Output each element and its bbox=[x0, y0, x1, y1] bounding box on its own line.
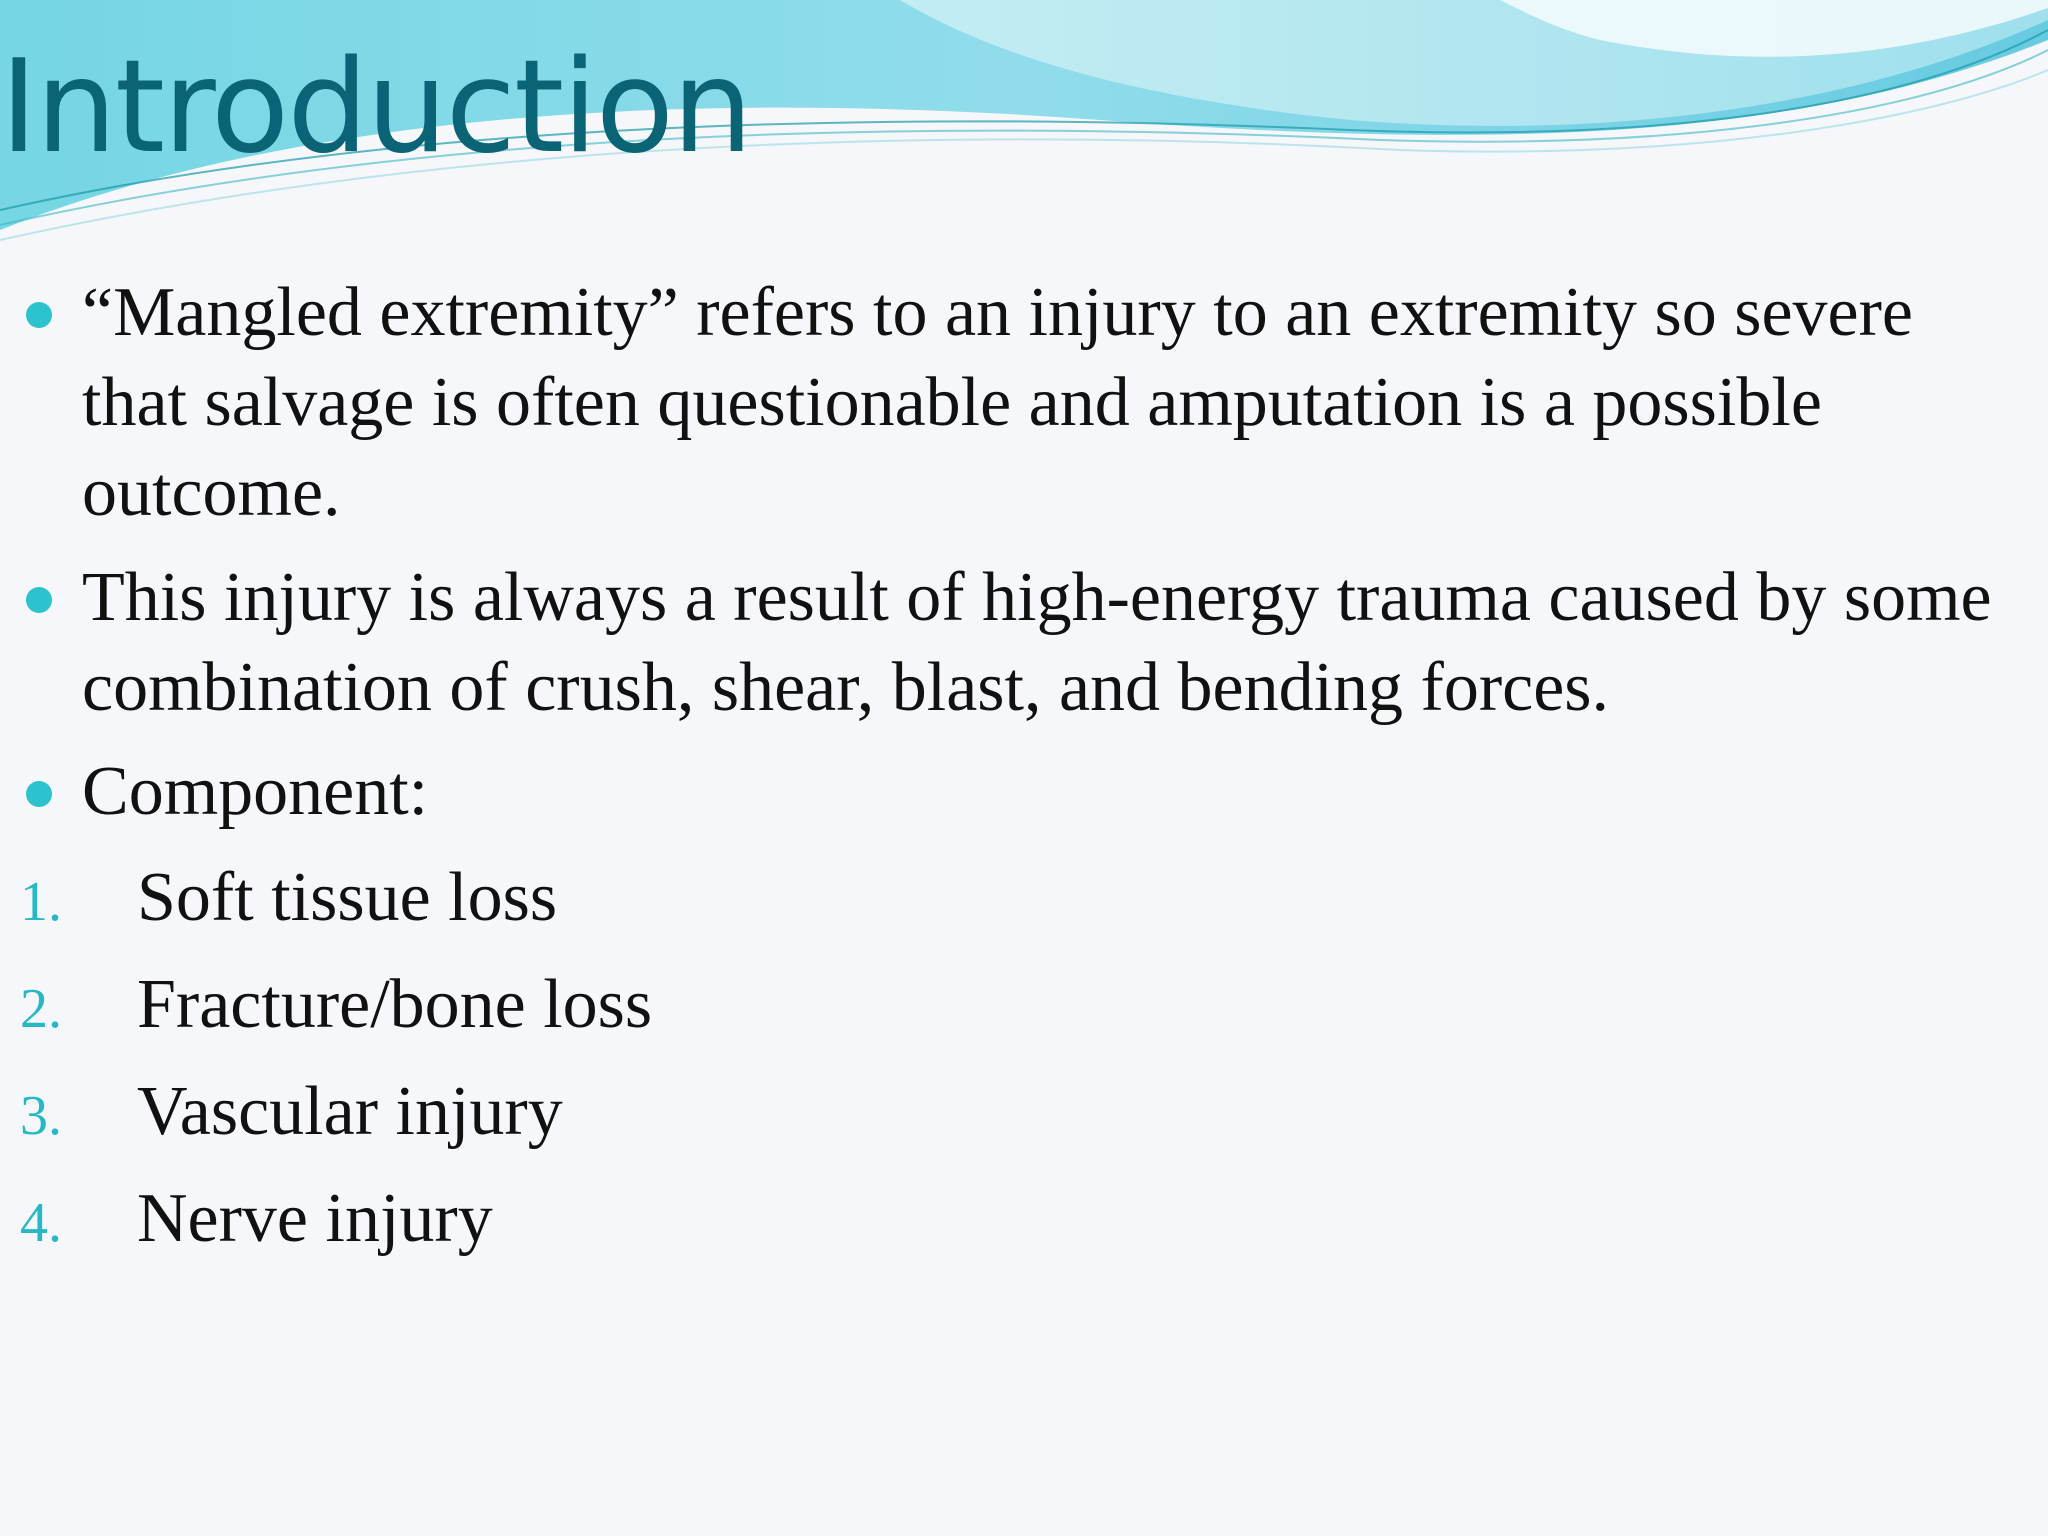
bullet-dot-icon bbox=[26, 302, 52, 328]
list-number: 3. bbox=[20, 1085, 62, 1147]
list-item-text: Nerve injury bbox=[137, 1180, 493, 1257]
list-number: 2. bbox=[20, 978, 62, 1040]
bullet-item-high-energy-trauma bbox=[82, 553, 2032, 733]
bullet-text: “Mangled extremity” refers to an injury to an extremity so severe that salvage is often questionable and amputation is a possible outcome. bbox=[82, 274, 1914, 531]
list-item-text: Soft tissue loss bbox=[137, 859, 558, 936]
bullet-text: Component: bbox=[82, 753, 429, 830]
list-number: 4. bbox=[20, 1192, 62, 1254]
list-item-text: Vascular injury bbox=[137, 1073, 563, 1150]
numbered-list-item bbox=[0, 1169, 2000, 1269]
bullet-item-component bbox=[82, 747, 2032, 837]
numbered-list-item bbox=[0, 1062, 2000, 1162]
bullet-item-mangled-extremity bbox=[82, 268, 2032, 538]
bullet-dot-icon bbox=[26, 587, 52, 613]
numbered-list-item bbox=[0, 848, 2000, 948]
list-number: 1. bbox=[20, 871, 62, 933]
slide-title: Introduction bbox=[0, 33, 752, 182]
bullet-text: This injury is always a result of high-energy trauma caused by some combination of crush, shear, blast, and bending forces. bbox=[82, 559, 1992, 726]
bullet-dot-icon bbox=[26, 781, 52, 807]
list-item-text: Fracture/bone loss bbox=[137, 966, 653, 1043]
numbered-list-item bbox=[0, 955, 2000, 1055]
